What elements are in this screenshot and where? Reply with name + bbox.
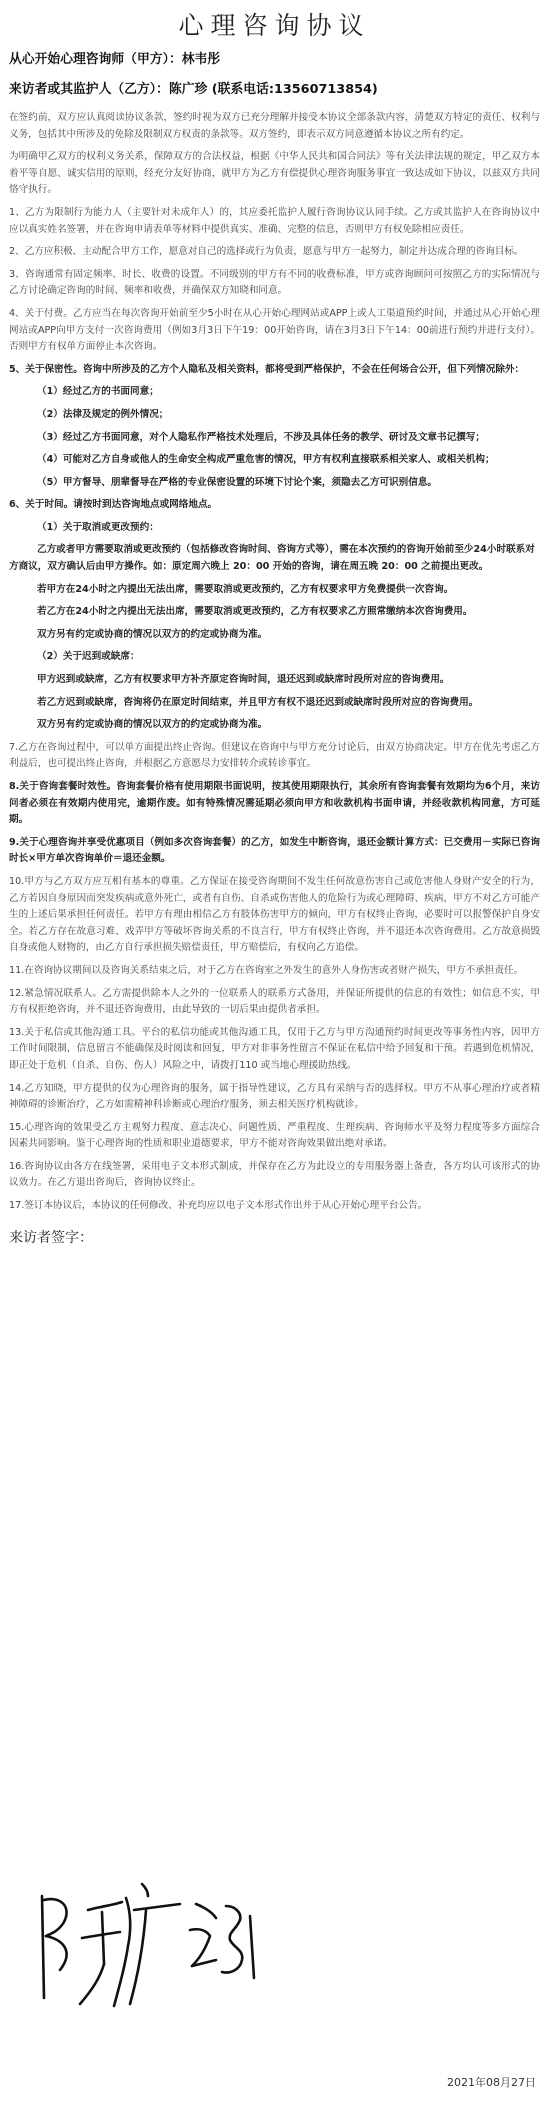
clause-paragraph: 7.乙方在咨询过程中，可以单方面提出终止咨询。但建议在咨询中与甲方充分讨论后，由双方协商决定。甲方在优先考虑乙方利益后，也可提出终止咨询，并根据乙方意愿尽力安排转介或转诊事宜。 xyxy=(9,741,540,770)
clause-paragraph: 15.心理咨询的效果受乙方主观努力程度、意志决心、问题性质、严重程度、生理疾病、咨询师水平及努力程度等多方面综合因素共同影响。鉴于心理咨询的性质和职业道德要求，甲方不能对咨询效果做出绝对承诺。 xyxy=(9,1121,540,1150)
time-subsection-para: 乙方或者甲方需要取消或更改预约（包括修改咨询时间、咨询方式等），需在本次预约的咨询开始前至少24小时联系对方商议，双方确认后由甲方操作。如：原定周六晚上 20：00 开始的咨询，请在周五晚 20：00 之前提出更改。 xyxy=(9,544,535,573)
time-subsection-para: 双方另有约定或协商的情况以双方的约定或协商为准。 xyxy=(37,719,268,731)
clause-paragraph: 17.签订本协议后，本协议的任何修改、补充均应以电子文本形式作出并于从心开始心理平台公告。 xyxy=(9,1200,428,1212)
clause-paragraph: 10.甲方与乙方双方应互相有基本的尊重。乙方保证在接受咨询期间不发生任何故意伤害自己或危害他人身财产安全的行为，乙方若因自身原因而突发疾病或意外死亡，或者有自伤、自杀或伤害他人的危险行为或心理障碍、疾病，甲方不对乙方可能产生的上述后果承担任何责任。若甲方有理由相信乙方有肢体伤害甲方的倾向，甲方有权终止咨询，必要时可以报警保护自身安全。若乙方存在故意习难、戏弄甲方等破坏咨询关系的不良言行，甲方有权终止咨询，并不退还本次咨询费用。乙方故意损毁自身或他人财物的，由乙方自行承担损失赔偿责任，甲方赔偿后，有权向乙方追偿。 xyxy=(9,875,540,954)
agreement-body xyxy=(9,110,540,1215)
time-clause: 6、关于时间。请按时到达咨询地点或网络地点。 xyxy=(9,499,218,511)
agreement-document xyxy=(0,6,550,1247)
party-b-line: 来访者或其监护人（乙方）：陈广珍 (联系电话:13560713854) xyxy=(9,82,378,97)
time-subsection-para: 若乙方迟到或缺席，咨询将仍在原定时间结束，并且甲方有权不退还迟到或缺席时段所对应的咨询费用。 xyxy=(37,696,479,708)
clause-paragraph: 12.紧急情况联系人。乙方需提供除本人之外的一位联系人的联系方式备用，并保证所提供的信息的有效性；如信息不实，甲方有权拒绝咨询，并不退还咨询费用，由此导致的一切后果由提供者承担。 xyxy=(9,987,540,1016)
clause-paragraph: 11.在咨询协议期间以及咨询关系结束之后，对于乙方在咨询室之外发生的意外人身伤害或者财产损失，甲方不承担责任。 xyxy=(9,964,524,976)
clause-paragraph: 1、乙方为限制行为能力人（主要针对未成年人）的，其应委托监护人履行咨询协议认同手续。乙方或其监护人在咨询协议中应以真实姓名签署，并在咨询申请表单等材料中提供真实、准确、完整的信息，否则甲方有权免除相应责任。 xyxy=(9,206,540,235)
confidentiality-item: （1）经过乙方的书面同意； xyxy=(37,386,159,398)
clause-paragraph: 3、咨询通常有固定频率、时长、收费的设置。不同级别的甲方有不同的收费标准，甲方或咨询顾问可按照乙方的实际情况与乙方讨论确定咨询的时间、频率和收费，并确保双方知晓和同意。 xyxy=(9,268,540,297)
time-subsection-para: 甲方迟到或缺席，乙方有权要求甲方补齐原定咨询时间，退还迟到或缺席时段所对应的咨询费用。 xyxy=(37,674,450,686)
time-subsection-para: 若甲方在24小时之内提出无法出席，需要取消或更改预约，乙方有权要求甲方免费提供一次咨询。 xyxy=(37,583,454,595)
confidentiality-item: （2）法律及规定的例外情况； xyxy=(37,408,169,420)
clause-paragraph: 8.关于咨询套餐时效性。咨询套餐价格有使用期限书面说明，按其使用期限执行，其余所有咨询套餐有效期均为6个月，来访问者必须在有效期内使用完，逾期作废。如有特殊情况需延期必须向甲方和收款机构书面申请，并经收款机构同意，方可延期。 xyxy=(9,781,540,826)
clause-paragraph: 在签约前，双方应认真阅读协议条款，签约时视为双方已充分理解并接受本协议全部条款内容，清楚双方特定的责任、权利与义务，包括其中所涉及的免除及限制双方权责的条款等。双方签约，即表示双方同意遵循本协议之所有约定。 xyxy=(9,112,540,140)
clause-paragraph: 16.咨询协议由各方在线签署，采用电子文本形式制成，并保存在乙方为此设立的专用服务器上备查，各方均认可该形式的协议效力。在乙方退出咨询后，咨询协议终止。 xyxy=(9,1160,540,1189)
clause-paragraph: 9.关于心理咨询并享受优惠项目（例如多次咨询套餐）的乙方，如发生中断咨询，退还金额计算方式：已交费用－实际已咨询时长×甲方单次咨询单价＝退还金额。 xyxy=(9,836,540,865)
time-subsection-title: （2）关于迟到或缺席： xyxy=(37,651,140,663)
clause-paragraph: 13.关于私信或其他沟通工具。平台的私信功能或其他沟通工具，仅用于乙方与甲方沟通预约时间更改等事务性内容，因甲方工作时间限制，信息留言不能确保及时阅读和回复，甲方对非事务性留言不保证在私信中给予回复和干预。若遇到危机情况，即正处于危机（自杀、自伤、伤人）风险之中，请拨打110 或当地心理援助热线。 xyxy=(9,1026,540,1071)
clause-paragraph: 14.乙方知晓，甲方提供的仅为心理咨询的服务，属于指导性建议，乙方具有采纳与否的选择权。甲方不从事心理治疗或者精神障碍的诊断治疗，乙方如需精神科诊断或心理治疗服务，须去相关医疗机构就诊。 xyxy=(9,1082,540,1111)
confidentiality-clause: 5、关于保密性。咨询中所涉及的乙方个人隐私及相关资料，都将受到严格保护，不会在任何场合公开，但下列情况除外： xyxy=(9,363,525,375)
confidentiality-item: （4）可能对乙方自身或他人的生命安全构成严重危害的情况，甲方有权利直接联系相关家人、或相关机构； xyxy=(37,454,495,466)
party-a-line: 从心开始心理咨询师（甲方）：林韦彤 xyxy=(9,52,221,67)
time-subsection-para: 若乙方在24小时之内提出无法出席，需要取消或更改预约，乙方有权要求乙方照常缴纳本次咨询费用。 xyxy=(37,606,473,618)
time-subsection-para: 双方另有约定或协商的情况以双方的约定或协商为准。 xyxy=(37,628,268,640)
clause-paragraph: 2、乙方应积极、主动配合甲方工作，愿意对自己的选择或行为负责，愿意与甲方一起努力，制定并达成合理的咨询目标。 xyxy=(9,246,524,258)
confidentiality-item: （5）甲方督导、朋辈督导在严格的专业保密设置的环境下讨论个案，须隐去乙方可识别信息。 xyxy=(37,476,438,488)
signature-label: 来访者签字： xyxy=(9,1229,93,1246)
clause-paragraph: 4、关于付费。乙方应当在每次咨询开始前至少5小时在从心开始心理网站或APP上或人工渠道预约时间，并通过从心开始心理网站或APP向甲方支付一次咨询费用（例如3月3日下午19：00开始咨询，请在3月3日下午14：00前进行预约并进行支付）。否则甲方有权单方面停止本次咨询。 xyxy=(9,307,540,353)
signing-date: 2021年08月27日 xyxy=(447,2076,536,2089)
confidentiality-item: （3）经过乙方书面同意，对个人隐私作严格技术处理后，不涉及具体任务的教学、研讨及文章书记撰写； xyxy=(37,431,485,443)
page-title: 心理咨询协议 xyxy=(178,11,371,40)
handwritten-signature xyxy=(30,1866,270,2016)
time-subsection-title: （1）关于取消或更改预约： xyxy=(37,521,159,533)
clause-paragraph: 为明确甲乙双方的权利义务关系，保障双方的合法权益，根据《中华人民共和国合同法》等有关法律法规的规定，甲乙双方本着平等自愿、诚实信用的原则，经充分友好协商，就甲方为乙方有偿提供心理咨询服务事宜一致达成如下协议，以兹双方共同恪守执行。 xyxy=(9,151,540,196)
